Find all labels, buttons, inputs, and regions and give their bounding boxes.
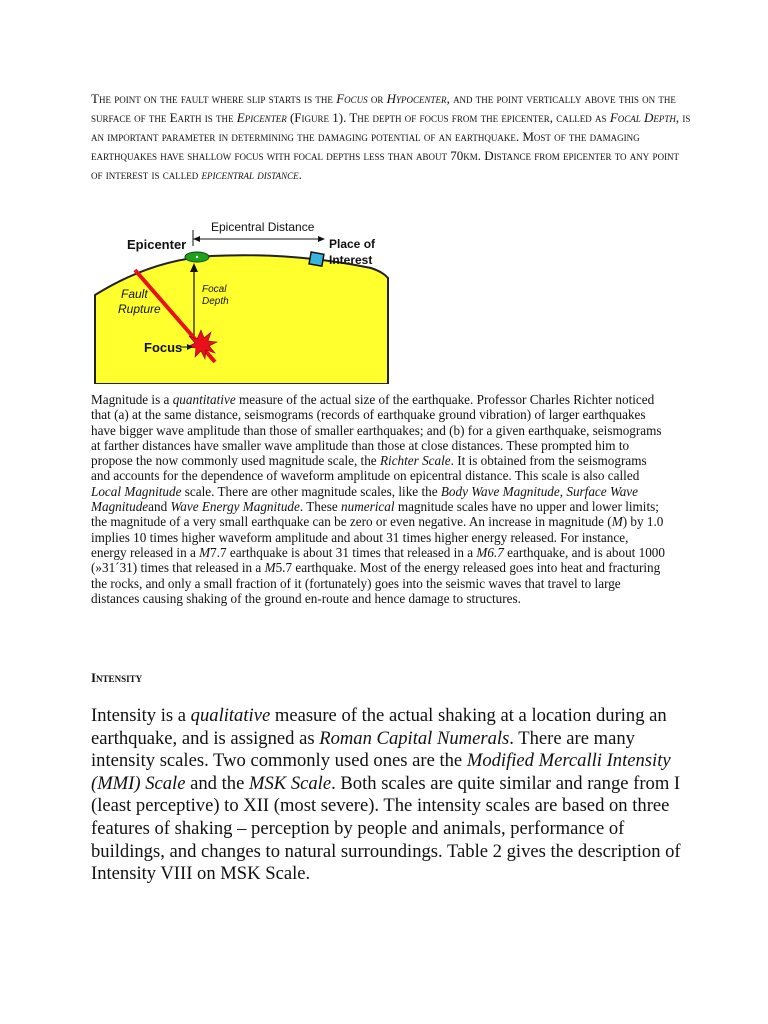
label-place-of: Place of xyxy=(329,237,376,251)
epicentral-arrow-head-right xyxy=(318,236,325,242)
label-depth: Depth xyxy=(202,296,229,307)
epicentral-arrow-head-left xyxy=(193,236,200,242)
label-fault: Fault xyxy=(121,287,148,301)
place-of-interest-marker xyxy=(309,252,324,266)
paragraph-focus-definition: The point on the fault where slip starts is the Focus or Hypocenter, and the point vertically above this on the surface of the Earth is the Epicenter (Figure 1). The depth of focus from the epicenter, called as Focal Depth, is an important parameter in determining the damaging potential of an earthquake. Most of the damaging earthquakes have shallow focus with focal depths less than about 70km. Distance from epicenter to any point of interest is called epicentral distance. xyxy=(91,91,691,182)
label-interest: Interest xyxy=(329,253,373,267)
paragraph-magnitude: Magnitude is a quantitative measure of the actual size of the earthquake. Professor Charles Richter noticed that (a) at the same distance, seismograms (records of earthquake ground vibration) of larger earthquakes have bigger wave amplitude than those of smaller earthquakes; and (b) for a given earthquake, seismograms at farther distances have smaller wave amplitude than those at close distances. These prompted him to propose the now commonly used magnitude scale, the Richter Scale. It is obtained from the seismograms and accounts for the dependence of waveform amplitude on epicentral distance. This scale is also called Local Magnitude scale. There are other magnitude scales, like the Body Wave Magnitude, Surface Wave Magnitudeand Wave Energy Magnitude. These numerical magnitude scales have no upper and lower limits; the magnitude of a very small earthquake can be zero or even negative. An increase in magnitude (M) by 1.0 implies 10 times higher waveform amplitude and about 31 times higher energy released. For instance, energy released in a M7.7 earthquake is about 31 times that released in a M6.7 earthquake, and is about 1000 (»31´31) times that released in a M5.7 earthquake. Most of the energy released goes into heat and fracturing the rocks, and only a small fraction of it (fortunately) goes into the seismic waves that travel to large distances causing shaking of the ground en-route and hence damage to structures. xyxy=(91,392,665,606)
paragraph-intensity: Intensity is a qualitative measure of the actual shaking at a location during an earthquake, and is assigned as Roman Capital Numerals. There are many intensity scales. Two commonly used ones are the Modified Mercalli Intensity (MMI) Scale and the MSK Scale. Both scales are quite similar and range from I (least perceptive) to XII (most severe). The intensity scales are based on three features of shaking – perception by people and animals, performance of buildings, and changes to natural surroundings. Table 2 gives the description of Intensity VIII on MSK Scale. xyxy=(91,705,681,885)
label-epicentral-distance: Epicentral Distance xyxy=(211,220,315,234)
label-rupture: Rupture xyxy=(118,302,161,316)
label-focus: Focus xyxy=(144,340,183,355)
earthquake-focus-figure xyxy=(91,216,391,384)
label-epicenter: Epicenter xyxy=(127,237,187,252)
section-heading-intensity: Intensity xyxy=(91,670,143,685)
label-focal: Focal xyxy=(202,284,227,295)
